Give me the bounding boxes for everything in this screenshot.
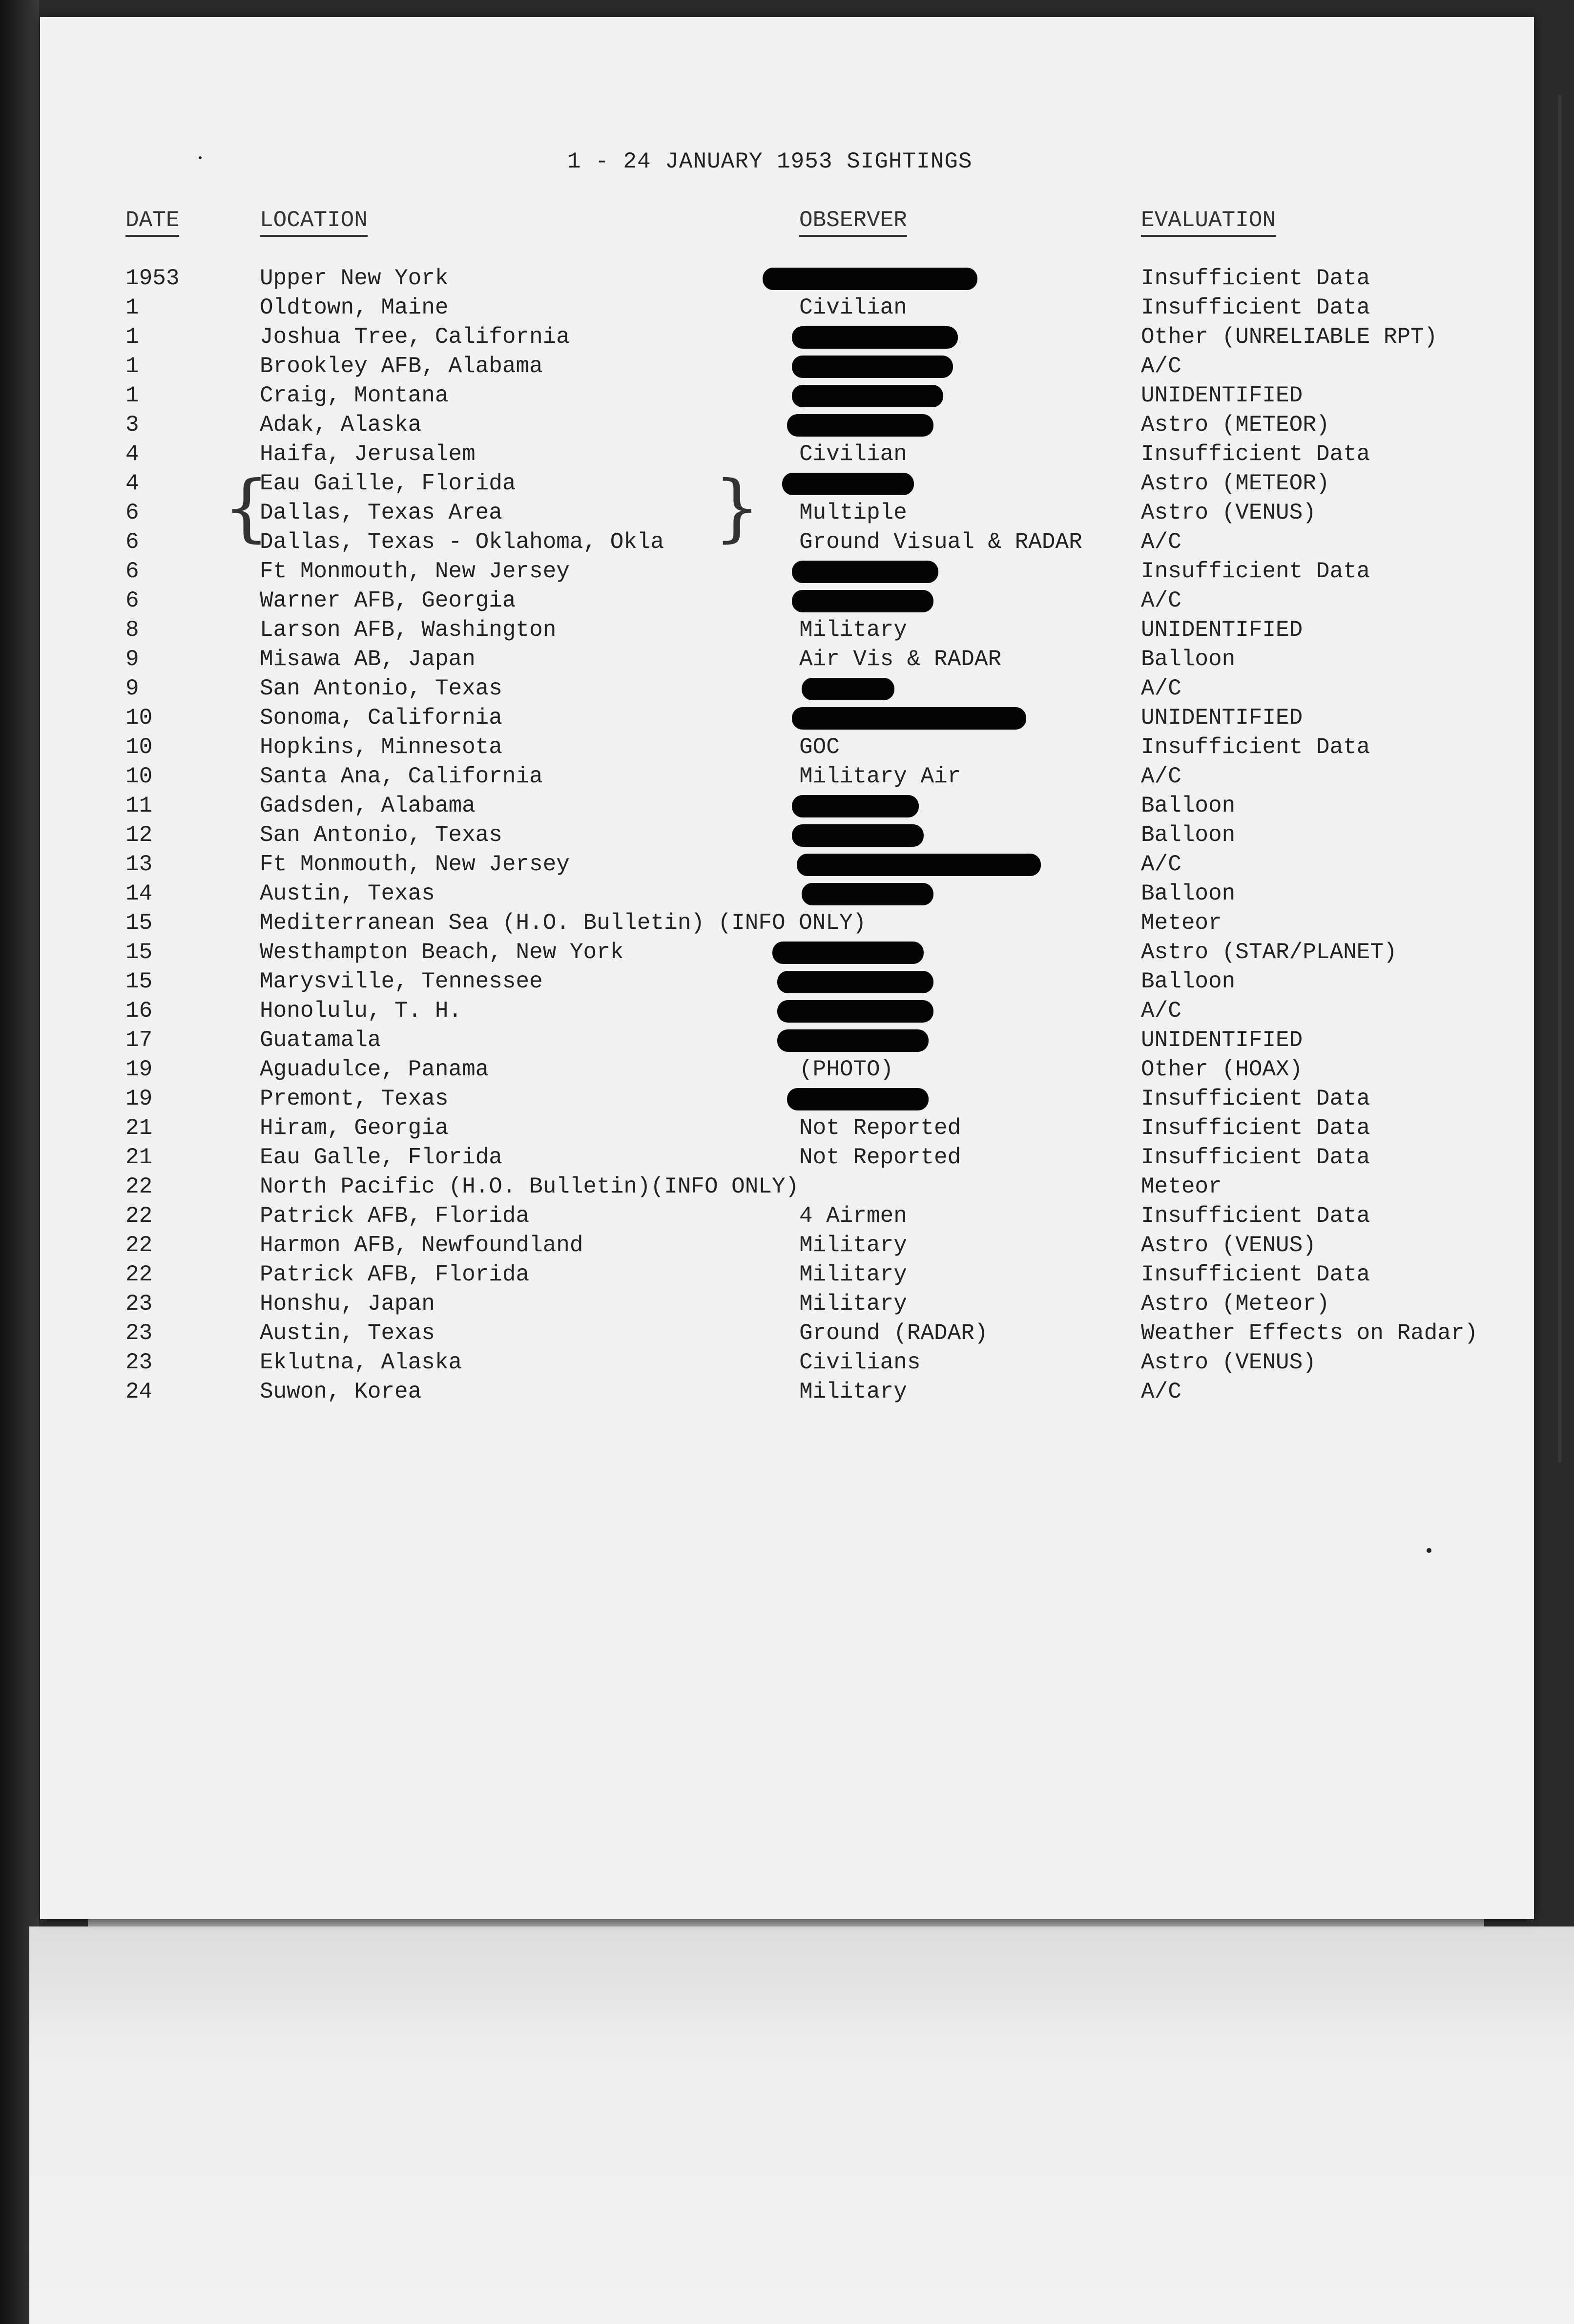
cell-observer: Military (799, 1233, 907, 1258)
cell-location: San Antonio, Texas (260, 822, 502, 848)
table-row (40, 674, 1534, 703)
left-brace-icon: { (223, 465, 270, 550)
cell-location: Suwon, Korea (260, 1379, 422, 1404)
cell-location: Eau Gaille, Florida (260, 471, 516, 496)
cell-observer: Military (799, 617, 907, 643)
cell-date: 11 (125, 793, 153, 818)
table-row (40, 879, 1534, 908)
redaction-mark (792, 824, 924, 847)
table-row (40, 557, 1534, 586)
table-row (40, 1377, 1534, 1406)
dust-speck (199, 156, 202, 159)
redaction-mark (797, 854, 1041, 876)
cell-evaluation: Insufficient Data (1141, 1262, 1370, 1287)
redaction-mark (792, 385, 943, 407)
table-row (40, 1289, 1534, 1319)
cell-evaluation: A/C (1141, 354, 1181, 379)
cell-location: San Antonio, Texas (260, 676, 502, 701)
cell-evaluation: A/C (1141, 998, 1181, 1024)
cell-date: 6 (125, 588, 139, 613)
cell-location: Austin, Texas (260, 1320, 435, 1346)
cell-observer: Air Vis & RADAR (799, 647, 1002, 672)
table-row (40, 645, 1534, 674)
cell-location: Brookley AFB, Alabama (260, 354, 543, 379)
cell-evaluation: Insufficient Data (1141, 295, 1370, 320)
redaction-mark (792, 326, 958, 349)
cell-evaluation: Insufficient Data (1141, 734, 1370, 760)
cell-evaluation: UNIDENTIFIED (1141, 383, 1303, 408)
table-row (40, 352, 1534, 381)
header-date: DATE (125, 208, 179, 237)
cell-date: 1 (125, 383, 139, 408)
cell-location: Santa Ana, California (260, 764, 543, 789)
table-row (40, 264, 1534, 293)
cell-date: 19 (125, 1057, 153, 1082)
cell-location: Misawa AB, Japan (260, 647, 476, 672)
cell-date: 23 (125, 1291, 153, 1317)
cell-location: Mediterranean Sea (H.O. Bulletin) (INFO ONLY) (260, 910, 867, 936)
cell-date: 3 (125, 412, 139, 438)
cell-location: Premont, Texas (260, 1086, 449, 1111)
cell-location: Haifa, Jerusalem (260, 441, 476, 467)
redaction-mark (772, 942, 924, 964)
table-row (40, 1319, 1534, 1348)
cell-evaluation: UNIDENTIFIED (1141, 705, 1303, 731)
cell-observer: Military (799, 1262, 907, 1287)
cell-evaluation: Astro (METEOR) (1141, 412, 1330, 438)
redaction-mark (777, 971, 933, 993)
cell-location: Dallas, Texas - Oklahoma, Okla (260, 529, 664, 555)
table-row (40, 1348, 1534, 1377)
table-row (40, 733, 1534, 762)
cell-location: Austin, Texas (260, 881, 435, 906)
cell-location: Ft Monmouth, New Jersey (260, 559, 570, 584)
table-row (40, 586, 1534, 615)
cell-observer: Military (799, 1379, 907, 1404)
cell-date: 23 (125, 1320, 153, 1346)
table-row (40, 1231, 1534, 1260)
cell-evaluation: Insufficient Data (1141, 441, 1370, 467)
cell-date: 23 (125, 1350, 153, 1375)
table-row (40, 1260, 1534, 1289)
cell-evaluation: A/C (1141, 764, 1181, 789)
cell-evaluation: Insufficient Data (1141, 1203, 1370, 1229)
cell-location: Eklutna, Alaska (260, 1350, 462, 1375)
cell-location: Oldtown, Maine (260, 295, 449, 320)
cell-evaluation: Astro (METEOR) (1141, 471, 1330, 496)
cell-location: Joshua Tree, California (260, 324, 570, 350)
cell-location: Eau Galle, Florida (260, 1145, 502, 1170)
cell-location: Honshu, Japan (260, 1291, 435, 1317)
cell-observer: Civilians (799, 1350, 921, 1375)
cell-date: 13 (125, 852, 153, 877)
cell-observer: Military Air (799, 764, 961, 789)
cell-evaluation: Insufficient Data (1141, 1086, 1370, 1111)
cell-evaluation: Astro (STAR/PLANET) (1141, 940, 1397, 965)
cell-date: 22 (125, 1174, 153, 1199)
cell-date: 22 (125, 1233, 153, 1258)
cell-observer: (PHOTO) (799, 1057, 894, 1082)
cell-observer: GOC (799, 734, 840, 760)
cell-date: 10 (125, 705, 153, 731)
cell-date: 15 (125, 969, 153, 994)
cell-observer: Civilian (799, 295, 907, 320)
cell-location: Marysville, Tennessee (260, 969, 543, 994)
redaction-mark (763, 268, 977, 290)
cell-evaluation: UNIDENTIFIED (1141, 617, 1303, 643)
redaction-mark (792, 356, 953, 378)
cell-evaluation: A/C (1141, 676, 1181, 701)
cell-date: 1 (125, 295, 139, 320)
cell-evaluation: Meteor (1141, 910, 1222, 936)
document-page (40, 17, 1534, 1919)
table-row (40, 967, 1534, 996)
cell-evaluation: Astro (Meteor) (1141, 1291, 1330, 1317)
cell-evaluation: A/C (1141, 852, 1181, 877)
cell-observer: Ground (RADAR) (799, 1320, 988, 1346)
cell-evaluation: Balloon (1141, 969, 1236, 994)
cell-location: Aguadulce, Panama (260, 1057, 489, 1082)
cell-location: Upper New York (260, 266, 449, 291)
table-row (40, 791, 1534, 820)
cell-date: 10 (125, 734, 153, 760)
cell-evaluation: Astro (VENUS) (1141, 1233, 1316, 1258)
redaction-mark (777, 1029, 929, 1052)
cell-date: 14 (125, 881, 153, 906)
cell-location: Harmon AFB, Newfoundland (260, 1233, 583, 1258)
cell-location: Adak, Alaska (260, 412, 422, 438)
cell-date: 9 (125, 647, 139, 672)
header-location: LOCATION (260, 208, 368, 237)
cell-location: Larson AFB, Washington (260, 617, 557, 643)
table-row (40, 1201, 1534, 1231)
redaction-mark (802, 883, 933, 905)
header-evaluation: EVALUATION (1141, 208, 1276, 237)
table-row (40, 703, 1534, 733)
cell-evaluation: Other (HOAX) (1141, 1057, 1303, 1082)
cell-observer: Ground Visual & RADAR (799, 529, 1082, 555)
cell-observer: Not Reported (799, 1115, 961, 1141)
cell-date: 4 (125, 441, 139, 467)
cell-observer: Civilian (799, 441, 907, 467)
cell-location: North Pacific (H.O. Bulletin)(INFO ONLY) (260, 1174, 799, 1199)
header-observer: OBSERVER (799, 208, 907, 237)
cell-observer: 4 Airmen (799, 1203, 907, 1229)
cell-location: Ft Monmouth, New Jersey (260, 852, 570, 877)
cell-location: Westhampton Beach, New York (260, 940, 624, 965)
cell-evaluation: UNIDENTIFIED (1141, 1027, 1303, 1053)
table-row (40, 938, 1534, 967)
cell-evaluation: Insufficient Data (1141, 1145, 1370, 1170)
table-row (40, 996, 1534, 1026)
redaction-mark (792, 561, 938, 583)
cell-date: 21 (125, 1115, 153, 1141)
cell-observer: Not Reported (799, 1145, 961, 1170)
cell-date: 15 (125, 940, 153, 965)
cell-evaluation: Balloon (1141, 647, 1236, 672)
cell-date: 9 (125, 676, 139, 701)
cell-evaluation: A/C (1141, 588, 1181, 613)
cell-date: 6 (125, 500, 139, 525)
table-row (40, 498, 1534, 527)
cell-location: Sonoma, California (260, 705, 502, 731)
table-row (40, 762, 1534, 791)
cell-date: 6 (125, 559, 139, 584)
cell-location: Honolulu, T. H. (260, 998, 462, 1024)
redaction-mark (787, 1088, 929, 1110)
cell-evaluation: Insufficient Data (1141, 1115, 1370, 1141)
cell-evaluation: Astro (VENUS) (1141, 500, 1316, 525)
cell-date: 17 (125, 1027, 153, 1053)
table-row (40, 410, 1534, 440)
table-row (40, 1113, 1534, 1143)
cell-date: 8 (125, 617, 139, 643)
cell-observer: Multiple (799, 500, 907, 525)
cell-date: 10 (125, 764, 153, 789)
redaction-mark (802, 678, 894, 700)
cell-date: 22 (125, 1203, 153, 1229)
cell-evaluation: Insufficient Data (1141, 559, 1370, 584)
dust-speck (1427, 1548, 1431, 1553)
table-row (40, 527, 1534, 557)
cell-location: Patrick AFB, Florida (260, 1203, 530, 1229)
table-row (40, 1084, 1534, 1113)
table-row (40, 293, 1534, 322)
cell-evaluation: Other (UNRELIABLE RPT) (1141, 324, 1438, 350)
table-row (40, 1143, 1534, 1172)
cell-location: Warner AFB, Georgia (260, 588, 516, 613)
table-row (40, 1026, 1534, 1055)
cell-date: 1953 (125, 266, 180, 291)
cell-evaluation: Insufficient Data (1141, 266, 1370, 291)
redaction-mark (792, 795, 919, 817)
cell-location: Craig, Montana (260, 383, 449, 408)
cell-location: Dallas, Texas Area (260, 500, 502, 525)
cell-evaluation: Balloon (1141, 793, 1236, 818)
table-row (40, 908, 1534, 938)
redaction-mark (792, 590, 933, 612)
cell-location: Guatamala (260, 1027, 381, 1053)
table-row (40, 850, 1534, 879)
cell-evaluation: Meteor (1141, 1174, 1222, 1199)
table-row (40, 820, 1534, 850)
cell-date: 1 (125, 354, 139, 379)
cell-date: 6 (125, 529, 139, 555)
table-row (40, 469, 1534, 498)
cell-evaluation: A/C (1141, 529, 1181, 555)
film-background (29, 1926, 1574, 2324)
cell-location: Gadsden, Alabama (260, 793, 476, 818)
redaction-mark (792, 707, 1026, 730)
table-row (40, 1172, 1534, 1201)
table-row (40, 440, 1534, 469)
page-edge-mark (1558, 95, 1561, 1463)
cell-evaluation: Weather Effects on Radar) (1141, 1320, 1478, 1346)
cell-date: 19 (125, 1086, 153, 1111)
table-row (40, 1055, 1534, 1084)
cell-location: Hiram, Georgia (260, 1115, 449, 1141)
cell-date: 21 (125, 1145, 153, 1170)
table-row (40, 381, 1534, 410)
cell-evaluation: A/C (1141, 1379, 1181, 1404)
cell-evaluation: Astro (VENUS) (1141, 1350, 1316, 1375)
cell-date: 12 (125, 822, 153, 848)
right-brace-icon: { (714, 465, 761, 550)
cell-evaluation: Balloon (1141, 822, 1236, 848)
table-row (40, 322, 1534, 352)
redaction-mark (782, 473, 914, 495)
cell-evaluation: Balloon (1141, 881, 1236, 906)
cell-date: 4 (125, 471, 139, 496)
page-title: 1 - 24 JANUARY 1953 SIGHTINGS (567, 149, 973, 174)
cell-location: Patrick AFB, Florida (260, 1262, 530, 1287)
cell-date: 1 (125, 324, 139, 350)
redaction-mark (787, 414, 933, 437)
table-row (40, 615, 1534, 645)
cell-date: 24 (125, 1379, 153, 1404)
cell-location: Hopkins, Minnesota (260, 734, 502, 760)
cell-observer: Military (799, 1291, 907, 1317)
cell-date: 16 (125, 998, 153, 1024)
cell-date: 22 (125, 1262, 153, 1287)
cell-date: 15 (125, 910, 153, 936)
redaction-mark (777, 1000, 933, 1023)
